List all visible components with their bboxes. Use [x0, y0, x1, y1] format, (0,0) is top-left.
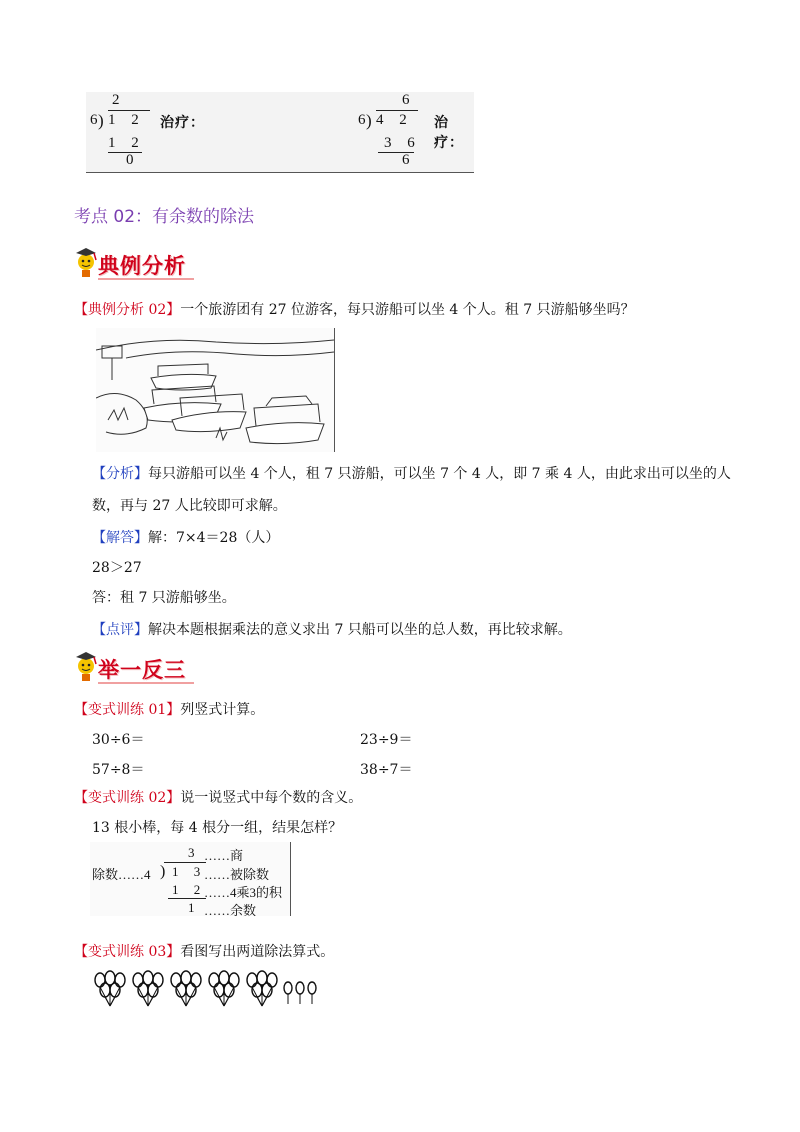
balloons-icon	[90, 970, 326, 1010]
comment-text: 解决本题根据乘法的意义求出 7 只船可以坐的总人数，再比较求解。	[148, 622, 572, 638]
division-example-strip	[86, 92, 474, 173]
answer-text-1: 解：7×4＝28（人）	[148, 530, 280, 546]
exercise3-tag: 【变式训练 03】	[74, 944, 181, 960]
balloon-string	[219, 997, 224, 1006]
left-division-bar	[108, 110, 150, 111]
right-divisor: 6	[358, 112, 366, 128]
exercise1-line	[74, 700, 264, 720]
balloon	[229, 973, 239, 987]
banner-underline	[98, 682, 194, 684]
banner-example-analysis-text: 典例分析	[98, 254, 186, 278]
banner-practice	[72, 648, 192, 684]
divisor-label: 除数……4	[92, 867, 151, 882]
answer-line-3: 答：租 7 只游船够坐。	[92, 590, 236, 606]
banner-practice-text: 举一反三	[98, 658, 186, 682]
left-label: 治疗：	[160, 115, 205, 131]
diagram-quotient: 3	[188, 845, 195, 860]
note-remainder: ……余数	[204, 903, 257, 918]
balloon-string	[105, 997, 110, 1006]
division-meaning-diagram	[90, 842, 291, 916]
balloon	[267, 973, 277, 987]
example-tag: 【典例分析 02】	[74, 302, 181, 318]
diagram-product: 1 2	[172, 882, 207, 897]
left-divisor: 6	[90, 112, 98, 128]
exercise2-sub: 13 根小棒，每 4 根分一组，结果怎样？	[92, 820, 343, 836]
note-dividend: ……被除数	[204, 867, 270, 882]
left-remainder: 0	[126, 152, 140, 168]
exercise2-prompt: 说一说竖式中每个数的含义。	[180, 790, 363, 806]
analysis-line-2: 数，再与 27 人比较即可求解。	[92, 498, 287, 514]
right-label: 治疗：	[434, 115, 464, 151]
diagram-dividend: 1 3	[172, 864, 207, 879]
analysis-text-1: 每只游船可以坐 4 个人，租 7 只游船，可以坐 7 个 4 人，即 7 乘 4 人，由此求出可以坐的人	[148, 466, 731, 482]
comment-line	[92, 620, 572, 640]
balloons-picture	[90, 970, 326, 1010]
analysis-line-1	[92, 464, 731, 484]
balloon-string	[262, 997, 267, 1006]
balloon	[209, 973, 219, 987]
boats-illustration	[96, 328, 335, 452]
exercise3-line	[74, 942, 334, 962]
left-division-bracket: )	[98, 111, 104, 130]
balloon	[308, 982, 316, 994]
right-division-bracket: )	[366, 111, 372, 130]
balloon	[296, 982, 304, 994]
right-dividend: 4 2	[376, 112, 413, 128]
exercise1-item: 30÷6＝	[92, 732, 145, 748]
balloon	[133, 973, 143, 987]
note-product: ……4乘3的积	[204, 885, 283, 900]
exercise1-prompt: 列竖式计算。	[180, 702, 265, 718]
exercise3-prompt: 看图写出两道除法算式。	[180, 944, 335, 960]
subtract-line	[168, 898, 206, 899]
answer-line-2: 28＞27	[92, 560, 142, 576]
balloon	[284, 982, 292, 994]
answer-tag: 【解答】	[92, 530, 148, 546]
exercise1-item: 38÷7＝	[360, 762, 413, 778]
left-quotient: 2	[112, 92, 126, 108]
right-product: 3 6	[384, 135, 421, 151]
exercise2-line	[74, 788, 362, 808]
left-product: 1 2	[108, 135, 145, 151]
exercise2-tag: 【变式训练 02】	[74, 790, 181, 806]
balloon-string	[143, 997, 148, 1006]
diagram-remainder: 1	[188, 900, 195, 915]
note-quotient: ……商	[204, 848, 244, 863]
banner-example-analysis	[72, 244, 192, 280]
exercise1-item: 23÷9＝	[360, 732, 413, 748]
balloon-string	[224, 997, 229, 1006]
banner-underline	[98, 278, 194, 280]
balloon	[171, 973, 181, 987]
balloon-string	[110, 997, 115, 1006]
balloon-string	[181, 997, 186, 1006]
right-remainder: 6	[402, 152, 416, 168]
exercise1-tag: 【变式训练 01】	[74, 702, 181, 718]
division-bracket: )	[160, 863, 166, 880]
balloon-string	[148, 997, 153, 1006]
answer-line-1	[92, 528, 279, 548]
left-dividend: 1 2	[108, 112, 145, 128]
example-question-line	[74, 300, 635, 320]
boats-picture-icon	[96, 328, 334, 452]
division-bar	[164, 862, 206, 863]
section-title: 考点 02：有余数的除法	[74, 207, 255, 227]
balloon	[115, 973, 125, 987]
balloon-string	[257, 997, 262, 1006]
example-question: 一个旅游团有 27 位游客，每只游船可以坐 4 个人。租 7 只游船够坐吗？	[180, 302, 635, 318]
analysis-tag: 【分析】	[92, 466, 148, 482]
balloon	[247, 973, 257, 987]
right-quotient: 6	[402, 92, 416, 108]
comment-tag: 【点评】	[92, 622, 148, 638]
balloon	[191, 973, 201, 987]
exercise1-item: 57÷8＝	[92, 762, 145, 778]
balloon	[153, 973, 163, 987]
balloon-string	[186, 997, 191, 1006]
right-division-bar	[376, 110, 418, 111]
balloon	[95, 973, 105, 987]
